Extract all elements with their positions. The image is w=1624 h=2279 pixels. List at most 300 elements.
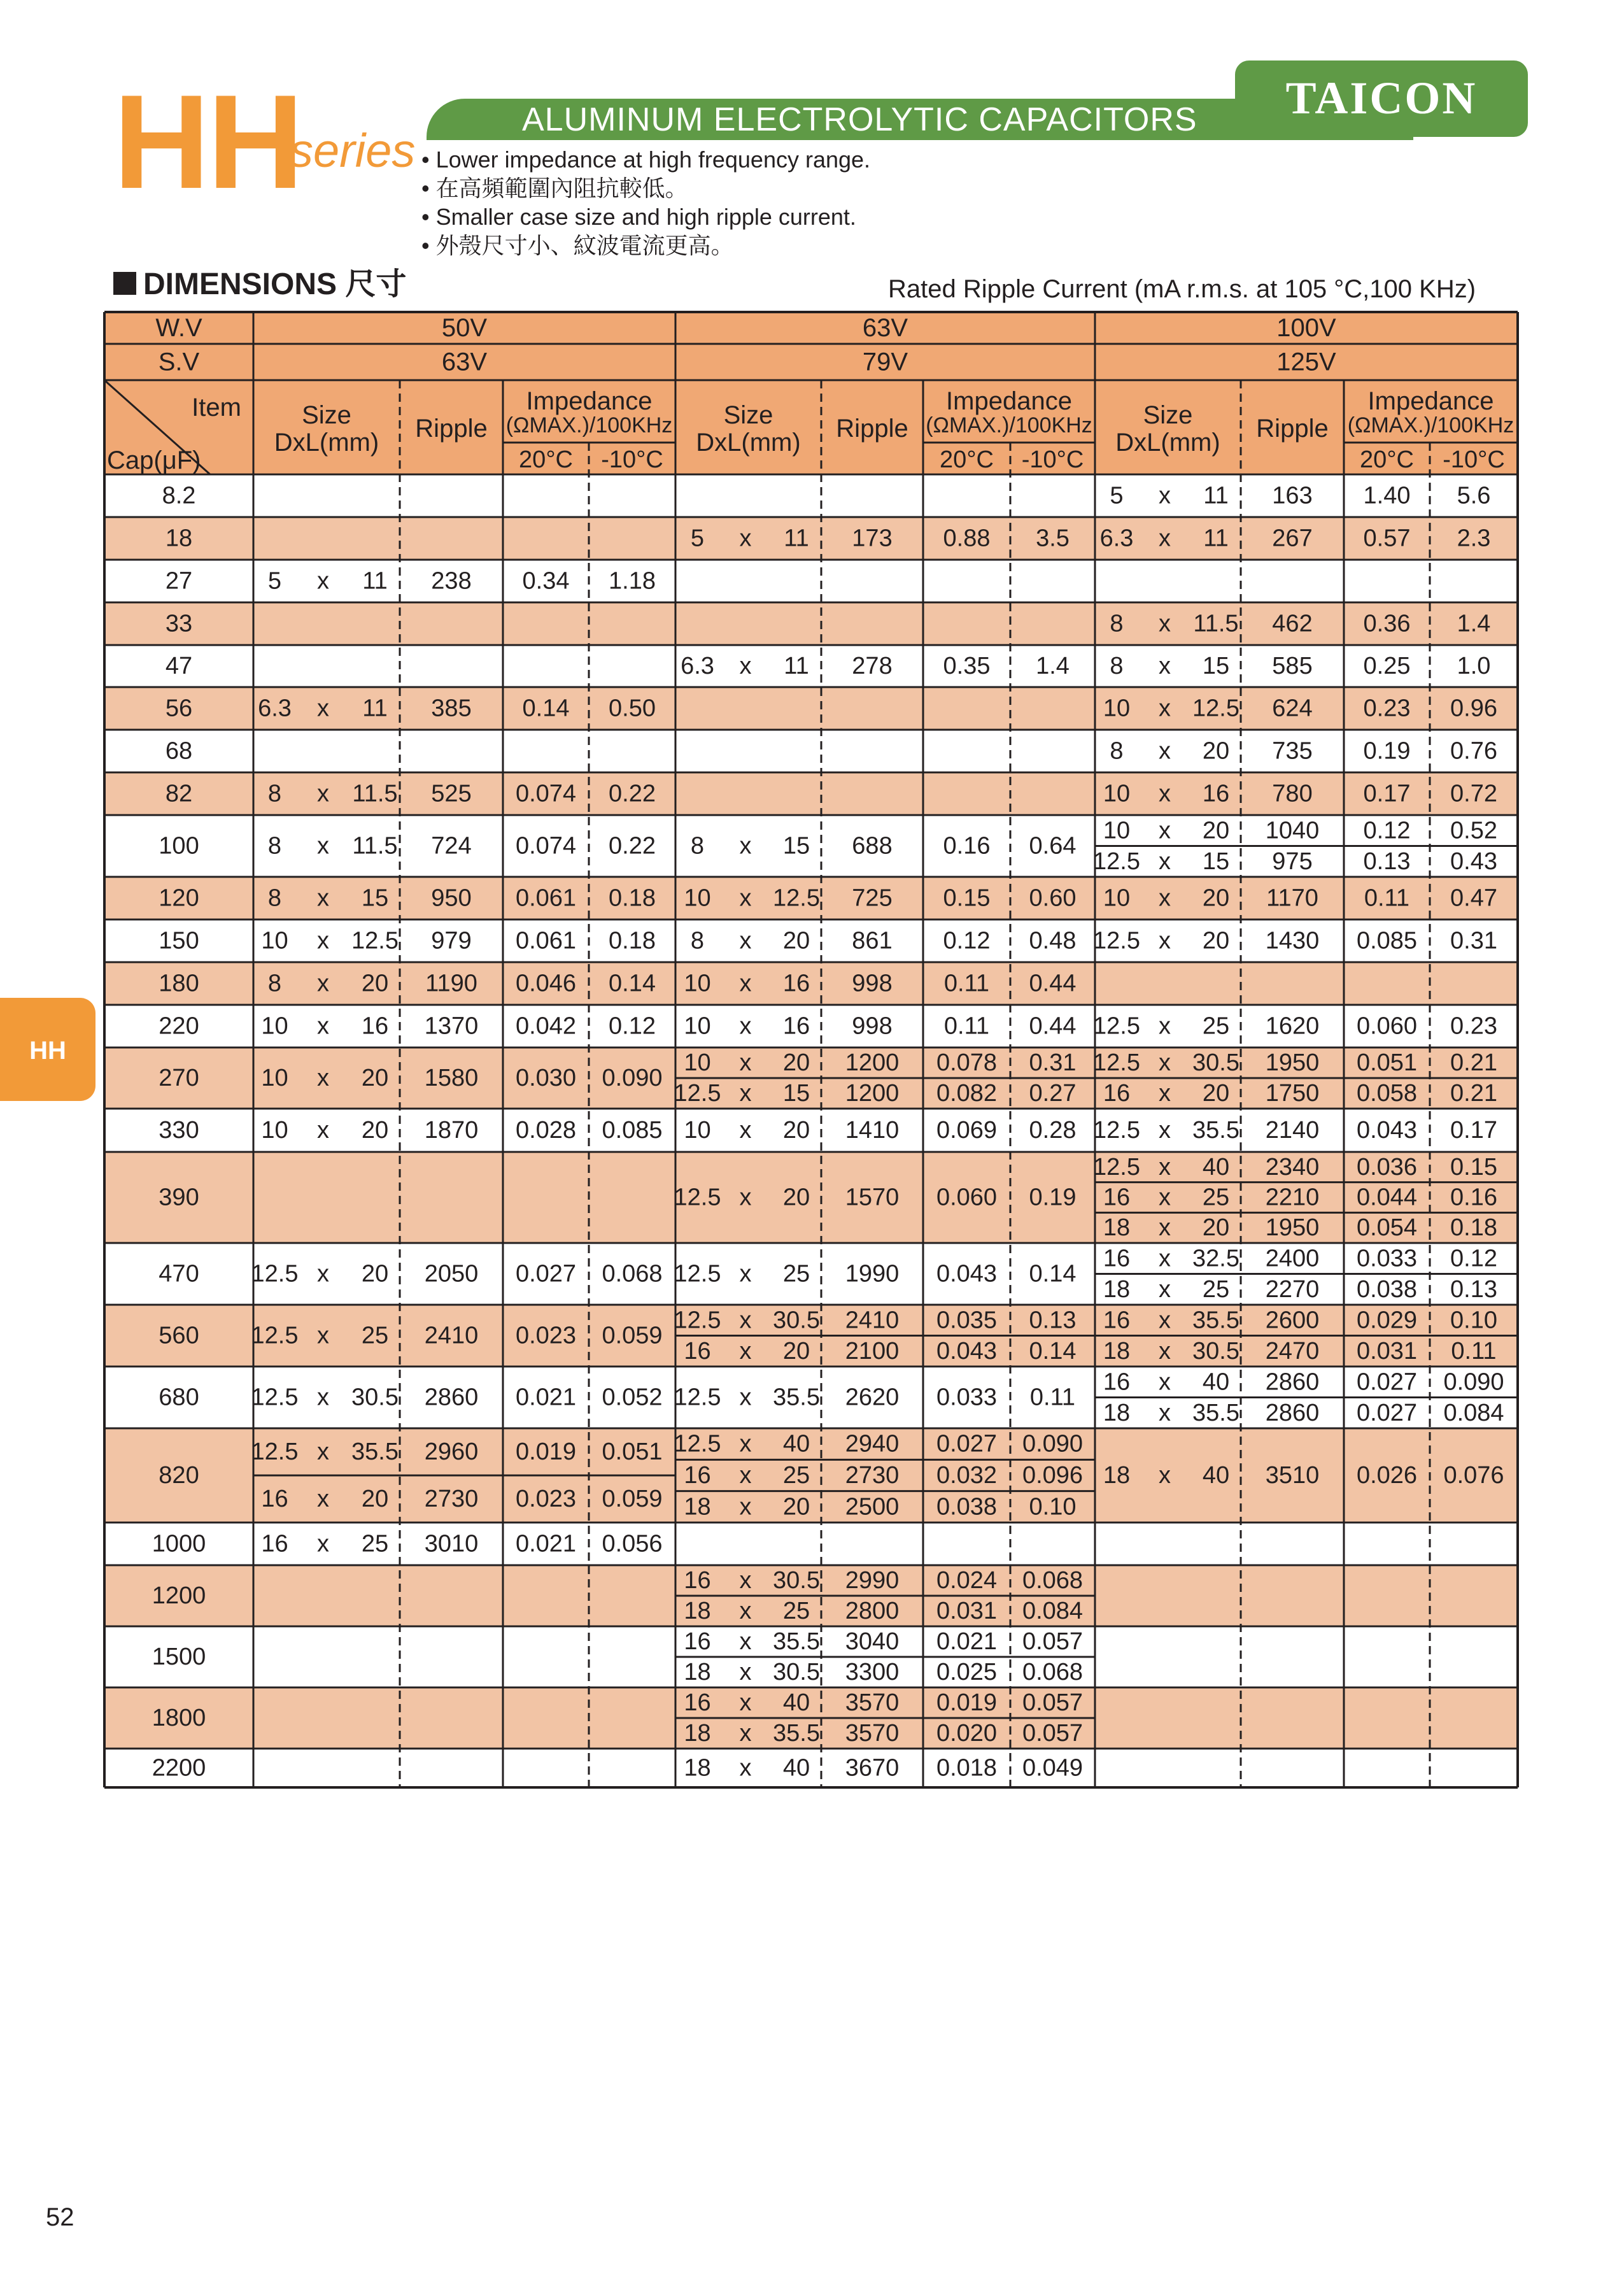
impedance-20-value: 0.17 (1363, 780, 1411, 807)
cap-value: 33 (165, 610, 193, 637)
size-diameter: 16 (1103, 1184, 1131, 1211)
ripple-value: 173 (852, 525, 893, 552)
size-times: x (739, 1720, 752, 1747)
ripple-value: 1370 (424, 1012, 479, 1040)
ripple-value: 688 (852, 832, 893, 860)
ripple-value: 725 (852, 884, 893, 912)
size-length: 20 (782, 1337, 810, 1365)
impedance-20-value: 0.031 (1356, 1337, 1418, 1365)
ripple-value: 1870 (424, 1117, 479, 1144)
impedance-m10-value: 0.076 (1443, 1462, 1504, 1489)
impedance-m10-value: 0.12 (609, 1012, 656, 1040)
impedance-m10-value: 1.18 (609, 567, 656, 595)
impedance-20-value: 0.038 (1356, 1275, 1418, 1303)
impedance-20-value: 1.40 (1363, 482, 1411, 509)
cap-value: 1000 (152, 1530, 206, 1558)
impedance-m10-value: 0.48 (1029, 927, 1077, 955)
size-times: x (317, 1530, 329, 1558)
impedance-m10-value: 3.5 (1036, 525, 1070, 552)
ripple-value: 3670 (845, 1754, 900, 1782)
impedance-m10-value: 0.60 (1029, 884, 1077, 912)
ripple-value: 724 (431, 832, 472, 860)
impedance-20-value: 0.35 (943, 653, 991, 679)
size-times: x (1159, 848, 1171, 875)
brand-name: TAICON (1285, 73, 1478, 124)
ripple-value: 3010 (424, 1530, 479, 1558)
side-tab-label: HH (29, 1037, 66, 1065)
size-length: 15 (782, 1080, 810, 1107)
impedance-20-value: 0.060 (936, 1184, 998, 1211)
size-times: x (1159, 1214, 1171, 1242)
size-diameter: 8 (267, 970, 282, 997)
ripple-value: 585 (1272, 653, 1313, 679)
size-diameter: 10 (261, 1065, 288, 1091)
size-diameter: 10 (684, 1049, 711, 1076)
impedance-20-value: 0.051 (1356, 1049, 1418, 1076)
impedance-m10-value: 0.059 (602, 1486, 663, 1512)
temp-m10-label: -10°C (1443, 446, 1505, 473)
impedance-20-value: 0.028 (515, 1117, 577, 1144)
size-label: DxL(mm) (1115, 429, 1220, 457)
size-label: Size (1143, 401, 1193, 429)
impedance-m10-value: 0.059 (602, 1322, 663, 1349)
size-times: x (317, 695, 329, 722)
size-length: 30.5 (351, 1384, 399, 1411)
ripple-value: 735 (1272, 737, 1313, 765)
ripple-value: 2800 (845, 1598, 900, 1624)
size-length: 16 (1202, 780, 1230, 807)
impedance-20-value: 0.019 (936, 1689, 998, 1716)
cap-value: 150 (159, 927, 199, 955)
size-times: x (739, 1184, 752, 1211)
ripple-value: 1410 (845, 1117, 900, 1144)
size-length: 35.5 (773, 1720, 820, 1747)
size-length: 35.5 (773, 1384, 820, 1411)
size-length: 25 (782, 1598, 810, 1624)
cap-value: 330 (159, 1117, 199, 1144)
size-times: x (739, 1117, 752, 1144)
size-diameter: 8 (1110, 653, 1124, 679)
size-length: 20 (361, 1486, 389, 1512)
cap-value: 270 (159, 1065, 199, 1091)
size-length: 11 (784, 653, 809, 679)
size-length: 40 (1202, 1462, 1230, 1489)
size-length: 16 (782, 1012, 810, 1040)
cap-value: 560 (159, 1322, 199, 1349)
impedance-20-value: 0.88 (943, 525, 991, 552)
impedance-m10-value: 1.4 (1036, 653, 1070, 679)
size-diameter: 18 (1103, 1214, 1131, 1242)
size-times: x (1159, 1337, 1171, 1365)
sv-value: 125V (1276, 348, 1336, 376)
size-diameter: 12.5 (251, 1322, 299, 1349)
ripple-value: 2940 (845, 1430, 900, 1458)
temp-m10-label: -10°C (1021, 446, 1084, 473)
size-length: 25 (361, 1322, 389, 1349)
cap-value: 470 (159, 1260, 199, 1288)
size-length: 11.5 (352, 832, 398, 860)
size-times: x (1159, 737, 1171, 765)
size-times: x (1159, 482, 1171, 509)
size-times: x (1159, 695, 1171, 722)
cap-value: 120 (159, 884, 199, 912)
impedance-20-value: 0.033 (1356, 1245, 1418, 1272)
size-times: x (1159, 1368, 1171, 1396)
ripple-value: 278 (852, 653, 893, 679)
ripple-value: 1170 (1266, 884, 1318, 912)
impedance-label: Impedance (1367, 387, 1494, 415)
ripple-value: 1990 (845, 1260, 900, 1288)
ripple-value: 1430 (1265, 927, 1320, 955)
impedance-20-value: 0.054 (1356, 1214, 1418, 1242)
banner-title: ALUMINUM ELECTROLYTIC CAPACITORS (522, 101, 1197, 138)
size-length: 30.5 (773, 1307, 820, 1334)
impedance-20-value: 0.082 (936, 1080, 998, 1107)
ripple-note: Rated Ripple Current (mA r.m.s. at 105 °C,100 KHz) (888, 275, 1476, 303)
impedance-m10-value: 0.15 (1450, 1153, 1497, 1181)
size-times: x (317, 927, 329, 955)
size-length: 25 (361, 1530, 389, 1558)
size-times: x (1159, 1307, 1171, 1334)
impedance-20-value: 0.14 (522, 695, 570, 722)
size-times: x (1159, 927, 1171, 955)
size-times: x (1159, 817, 1171, 844)
ripple-value: 1570 (845, 1184, 900, 1211)
size-times: x (1159, 1245, 1171, 1272)
size-length: 40 (782, 1689, 810, 1716)
impedance-m10-value: 0.47 (1450, 884, 1497, 912)
impedance-m10-value: 0.068 (1022, 1659, 1084, 1686)
size-diameter: 18 (1103, 1399, 1131, 1426)
size-diameter: 12.5 (674, 1384, 721, 1411)
impedance-20-value: 0.15 (943, 884, 991, 912)
ripple-value: 2860 (1265, 1399, 1320, 1426)
size-diameter: 12.5 (1093, 848, 1140, 875)
ripple-label: Ripple (415, 415, 488, 443)
size-length: 25 (782, 1260, 810, 1288)
ripple-value: 2410 (845, 1307, 900, 1334)
size-length: 20 (1202, 1080, 1230, 1107)
size-diameter: 10 (684, 970, 711, 997)
ripple-value: 1200 (845, 1080, 900, 1107)
impedance-m10-value: 0.096 (1022, 1462, 1084, 1489)
size-diameter: 18 (1103, 1275, 1131, 1303)
impedance-m10-value: 0.72 (1450, 780, 1497, 807)
sv-value: 79V (862, 348, 908, 376)
size-length: 25 (1202, 1184, 1230, 1211)
impedance-m10-value: 0.068 (602, 1260, 663, 1288)
size-length: 12.5 (773, 884, 820, 912)
size-length: 30.5 (1192, 1337, 1239, 1365)
size-diameter: 18 (1103, 1462, 1131, 1489)
size-length: 15 (782, 832, 810, 860)
size-times: x (1159, 653, 1171, 679)
ripple-value: 1950 (1265, 1049, 1320, 1076)
cap-value: 820 (159, 1462, 199, 1489)
impedance-20-value: 0.044 (1356, 1184, 1418, 1211)
ripple-value: 385 (431, 695, 472, 722)
size-length: 35.5 (1192, 1117, 1239, 1144)
size-times: x (1159, 1399, 1171, 1426)
size-length: 30.5 (1192, 1049, 1239, 1076)
impedance-m10-value: 0.50 (609, 695, 656, 722)
impedance-20-value: 0.032 (936, 1462, 998, 1489)
ripple-value: 2860 (1265, 1368, 1320, 1396)
ripple-value: 1200 (845, 1049, 900, 1076)
impedance-20-value: 0.57 (1363, 525, 1411, 552)
ripple-value: 1190 (425, 970, 477, 997)
size-length: 20 (361, 1260, 389, 1288)
cap-value: 82 (165, 780, 193, 807)
size-diameter: 16 (684, 1462, 711, 1489)
impedance-m10-value: 0.068 (1022, 1567, 1084, 1594)
size-diameter: 16 (1103, 1080, 1131, 1107)
size-times: x (1159, 1153, 1171, 1181)
size-times: x (739, 1689, 752, 1716)
ripple-value: 2600 (1265, 1307, 1320, 1334)
item-label: Item (192, 394, 241, 422)
feature-line: • Smaller case size and high ripple current. (421, 204, 856, 230)
ripple-value: 238 (431, 567, 472, 595)
impedance-m10-value: 0.18 (1450, 1214, 1497, 1242)
ripple-value: 2210 (1265, 1184, 1320, 1211)
size-times: x (317, 1012, 329, 1040)
impedance-m10-value: 0.31 (1029, 1049, 1077, 1076)
size-diameter: 5 (267, 567, 282, 595)
impedance-20-value: 0.021 (936, 1628, 998, 1655)
size-times: x (739, 1598, 752, 1624)
impedance-20-value: 0.027 (515, 1260, 577, 1288)
size-diameter: 16 (261, 1530, 288, 1558)
impedance-20-value: 0.027 (936, 1430, 998, 1458)
size-diameter: 18 (684, 1598, 711, 1624)
size-times: x (739, 1754, 752, 1782)
size-diameter: 10 (684, 1012, 711, 1040)
impedance-m10-value: 0.23 (1450, 1012, 1497, 1040)
ripple-value: 163 (1272, 482, 1313, 509)
size-times: x (739, 1260, 752, 1288)
size-length: 16 (782, 970, 810, 997)
size-length: 15 (1202, 653, 1230, 679)
ripple-value: 2400 (1265, 1245, 1320, 1272)
impedance-m10-value: 0.52 (1450, 817, 1497, 844)
impedance-m10-value: 0.17 (1450, 1117, 1497, 1144)
size-diameter: 6.3 (258, 695, 292, 722)
size-length: 30.5 (773, 1659, 820, 1686)
impedance-20-value: 0.033 (936, 1384, 998, 1411)
impedance-20-value: 0.018 (936, 1754, 998, 1782)
impedance-20-value: 0.020 (936, 1720, 998, 1747)
impedance-m10-value: 0.12 (1450, 1245, 1497, 1272)
ripple-value: 975 (1272, 848, 1313, 875)
impedance-m10-value: 0.085 (602, 1117, 663, 1144)
impedance-20-value: 0.043 (1356, 1117, 1418, 1144)
impedance-m10-value: 0.16 (1450, 1184, 1497, 1211)
impedance-unit: (ΩMAX.)/100KHz (505, 413, 673, 437)
cap-value: 2200 (152, 1754, 206, 1782)
impedance-m10-value: 0.057 (1022, 1628, 1084, 1655)
size-length: 15 (1202, 848, 1230, 875)
series-logo: HH (113, 67, 302, 217)
size-label: Size (302, 401, 351, 429)
ripple-value: 861 (852, 927, 893, 955)
impedance-20-value: 0.12 (1363, 817, 1411, 844)
size-times: x (317, 1486, 329, 1512)
size-diameter: 12.5 (674, 1307, 721, 1334)
size-times: x (739, 1012, 752, 1040)
ripple-value: 1620 (1265, 1012, 1320, 1040)
size-times: x (739, 1080, 752, 1107)
ripple-value: 2100 (845, 1337, 900, 1365)
impedance-m10-value: 0.11 (1029, 1384, 1076, 1411)
impedance-m10-value: 0.10 (1450, 1307, 1497, 1334)
ripple-value: 3570 (845, 1689, 900, 1716)
impedance-m10-value: 1.0 (1457, 653, 1491, 679)
size-length: 25 (782, 1462, 810, 1489)
impedance-20-value: 0.043 (936, 1337, 998, 1365)
cap-value: 1800 (152, 1705, 206, 1731)
cap-value: 68 (165, 737, 193, 765)
cap-value: 1500 (152, 1644, 206, 1670)
size-times: x (317, 1260, 329, 1288)
impedance-20-value: 0.035 (936, 1307, 998, 1334)
size-length: 11 (784, 525, 809, 552)
ripple-value: 2960 (424, 1438, 479, 1465)
ripple-value: 2730 (424, 1486, 479, 1512)
size-length: 35.5 (773, 1628, 820, 1655)
size-diameter: 12.5 (674, 1080, 721, 1107)
size-times: x (317, 1117, 329, 1144)
impedance-20-value: 0.11 (943, 970, 990, 997)
impedance-m10-value: 0.21 (1450, 1049, 1497, 1076)
size-length: 20 (1202, 884, 1230, 912)
impedance-m10-value: 0.96 (1450, 695, 1497, 722)
size-length: 30.5 (773, 1567, 820, 1594)
size-length: 11 (1203, 525, 1229, 552)
ripple-label: Ripple (1256, 415, 1329, 443)
size-length: 12.5 (1192, 695, 1239, 722)
cap-value: 220 (159, 1012, 199, 1040)
size-times: x (1159, 884, 1171, 912)
impedance-m10-value: 0.64 (1029, 832, 1077, 860)
impedance-20-value: 0.019 (515, 1438, 577, 1465)
ripple-value: 2410 (424, 1322, 479, 1349)
size-times: x (739, 525, 752, 552)
size-diameter: 10 (261, 1117, 288, 1144)
impedance-m10-value: 0.28 (1029, 1117, 1077, 1144)
size-length: 20 (1202, 927, 1230, 955)
size-length: 11 (362, 567, 388, 595)
size-length: 35.5 (351, 1438, 399, 1465)
size-label: DxL(mm) (274, 429, 379, 457)
impedance-m10-value: 0.19 (1029, 1184, 1077, 1211)
size-times: x (317, 832, 329, 860)
size-length: 20 (782, 1117, 810, 1144)
impedance-20-value: 0.036 (1356, 1153, 1418, 1181)
ripple-value: 3570 (845, 1720, 900, 1747)
impedance-m10-value: 0.27 (1029, 1080, 1077, 1107)
size-times: x (739, 1384, 752, 1411)
size-diameter: 10 (261, 927, 288, 955)
size-diameter: 16 (1103, 1245, 1131, 1272)
cap-value: 56 (165, 695, 193, 722)
size-length: 16 (361, 1012, 389, 1040)
size-diameter: 10 (1103, 884, 1131, 912)
impedance-20-value: 0.085 (1356, 927, 1418, 955)
impedance-20-value: 0.031 (936, 1598, 998, 1624)
ripple-value: 462 (1272, 610, 1313, 637)
size-times: x (739, 1628, 752, 1655)
size-length: 32.5 (1192, 1245, 1239, 1272)
impedance-m10-value: 0.084 (1022, 1598, 1084, 1624)
size-diameter: 5 (690, 525, 705, 552)
impedance-m10-value: 0.14 (1029, 1260, 1077, 1288)
size-length: 40 (782, 1430, 810, 1458)
size-diameter: 12.5 (251, 1438, 299, 1465)
impedance-m10-value: 0.22 (609, 832, 656, 860)
size-times: x (739, 884, 752, 912)
impedance-unit: (ΩMAX.)/100KHz (1347, 413, 1515, 437)
ripple-value: 2990 (845, 1567, 900, 1594)
impedance-20-value: 0.11 (943, 1012, 990, 1040)
ripple-value: 624 (1272, 695, 1313, 722)
size-times: x (739, 1430, 752, 1458)
impedance-20-value: 0.025 (936, 1659, 998, 1686)
ripple-value: 1040 (1265, 817, 1320, 844)
impedance-m10-value: 0.31 (1450, 927, 1497, 955)
ripple-value: 998 (852, 970, 893, 997)
size-times: x (739, 1659, 752, 1686)
size-diameter: 16 (1103, 1307, 1131, 1334)
size-diameter: 10 (684, 884, 711, 912)
size-length: 35.5 (1192, 1399, 1239, 1426)
ripple-value: 2730 (845, 1462, 900, 1489)
ripple-value: 780 (1272, 780, 1313, 807)
impedance-m10-value: 0.057 (1022, 1720, 1084, 1747)
size-diameter: 8 (690, 832, 705, 860)
feature-line: • 在高頻範圍內阻抗較低。 (421, 175, 688, 201)
ripple-value: 2500 (845, 1493, 900, 1521)
ripple-value: 2860 (424, 1384, 479, 1411)
ripple-value: 2470 (1265, 1337, 1320, 1365)
cap-value: 27 (165, 567, 193, 595)
ripple-value: 2140 (1265, 1117, 1320, 1144)
size-times: x (739, 832, 752, 860)
size-length: 25 (1202, 1275, 1230, 1303)
impedance-20-value: 0.026 (1356, 1462, 1418, 1489)
impedance-20-value: 0.19 (1363, 737, 1411, 765)
impedance-m10-value: 0.18 (609, 884, 656, 912)
impedance-20-value: 0.042 (515, 1012, 577, 1040)
wv-label: W.V (155, 314, 202, 342)
size-diameter: 18 (684, 1659, 711, 1686)
size-times: x (1159, 1462, 1171, 1489)
size-diameter: 8 (267, 780, 282, 807)
cap-value: 18 (165, 525, 193, 552)
size-diameter: 16 (684, 1567, 711, 1594)
wv-value: 100V (1276, 314, 1336, 342)
size-label: DxL(mm) (696, 429, 801, 457)
impedance-m10-value: 0.44 (1029, 1012, 1077, 1040)
impedance-m10-value: 0.11 (1451, 1337, 1497, 1365)
size-diameter: 10 (1103, 780, 1131, 807)
impedance-20-value: 0.36 (1363, 610, 1411, 637)
impedance-m10-value: 0.22 (609, 780, 656, 807)
temp-m10-label: -10°C (601, 446, 663, 473)
size-length: 20 (361, 1117, 389, 1144)
impedance-m10-value: 0.090 (602, 1065, 663, 1091)
cap-value: 47 (165, 653, 193, 679)
